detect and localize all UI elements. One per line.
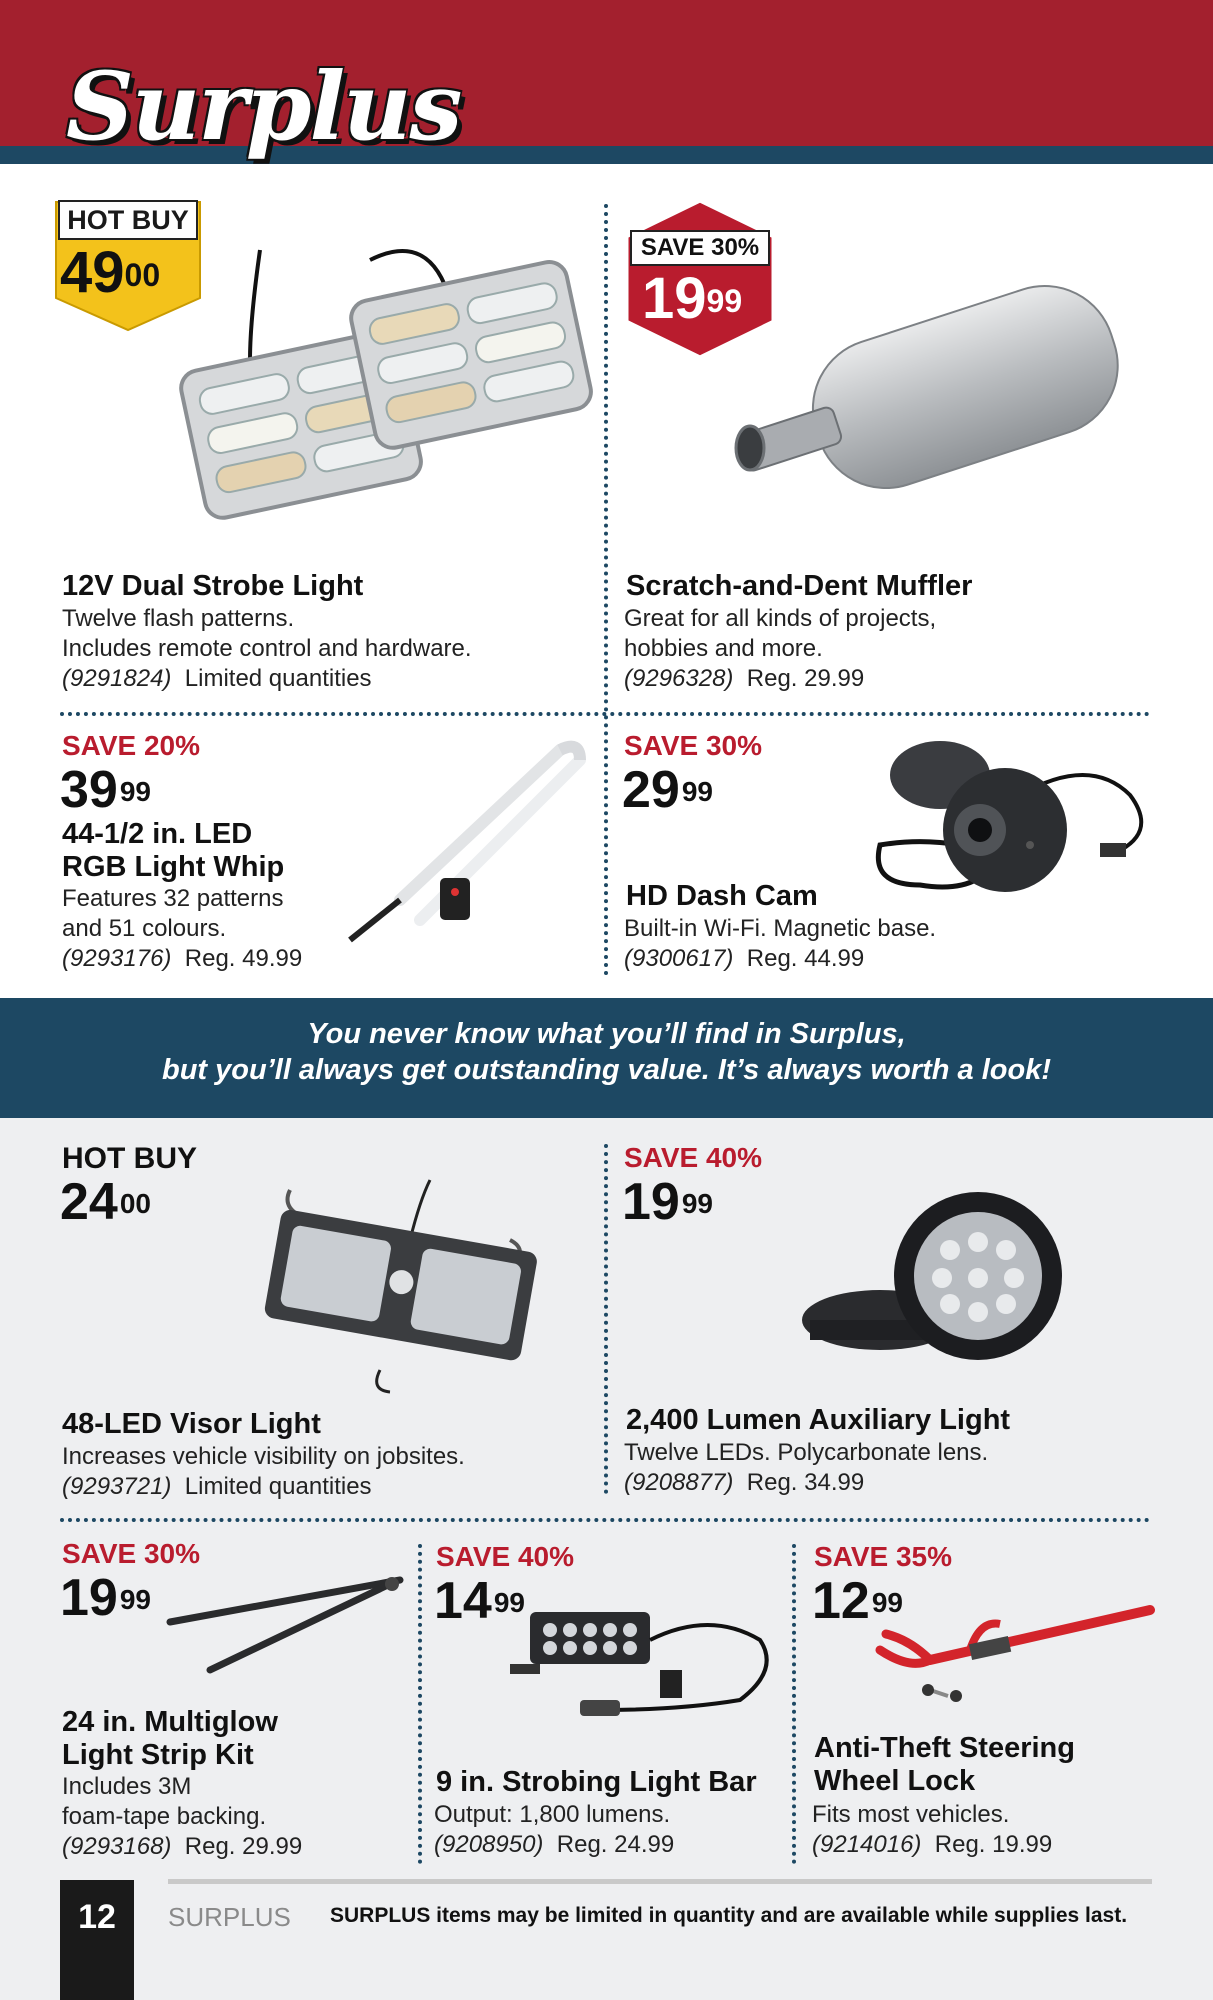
product-sku: (9296328)	[624, 665, 734, 692]
price-cents: 99	[871, 1587, 903, 1618]
price-cents: 99	[706, 283, 743, 319]
product-desc: hobbies and more.	[624, 635, 823, 662]
product-title: 9 in. Strobing Light Bar	[436, 1766, 757, 1798]
product-note: Reg. 29.99	[184, 1833, 303, 1860]
led-whip-image	[330, 730, 590, 950]
product-note: Reg. 44.99	[746, 945, 865, 972]
product-desc: Fits most vehicles.	[812, 1801, 1010, 1828]
product-title: HD Dash Cam	[626, 880, 818, 912]
divider-horizontal-bottom	[60, 1518, 1150, 1522]
product-sku-line	[434, 1830, 674, 1860]
visor-light-image	[260, 1170, 540, 1400]
price-cents: 99	[493, 1587, 525, 1618]
divider-vertical-top	[604, 204, 608, 976]
divider-vertical-middle	[604, 1144, 608, 1494]
product-desc: Twelve flash patterns.	[62, 605, 295, 632]
divider-vertical-bottom-2	[792, 1544, 796, 1864]
product-desc: foam-tape backing.	[62, 1803, 267, 1830]
price-whole: 19	[60, 1569, 118, 1627]
price-cents: 99	[119, 1584, 151, 1615]
price-whole: 12	[812, 1572, 870, 1630]
product-title: Scratch-and-Dent Muffler	[626, 570, 973, 602]
product-title: Wheel Lock	[814, 1765, 976, 1797]
product-title: 24 in. Multiglow	[62, 1706, 278, 1738]
banner-line-2: but you’ll always get outstanding value. It’s always worth a look!	[162, 1054, 1051, 1086]
surplus-logo: Surplus	[66, 52, 461, 162]
product-desc: Great for all kinds of projects,	[624, 605, 937, 632]
product-sku-line	[62, 944, 302, 974]
product-title: RGB Light Whip	[62, 851, 285, 883]
price	[60, 761, 151, 819]
product-sku-line	[62, 664, 372, 694]
product-desc: Includes remote control and hardware.	[62, 635, 472, 662]
product-sku: (9293721)	[62, 1473, 172, 1500]
product-title: 48-LED Visor Light	[62, 1408, 321, 1440]
price-whole: 39	[60, 761, 118, 819]
price-whole: 24	[60, 1173, 118, 1231]
hot-buy-label: HOT BUY	[62, 1142, 197, 1175]
product-desc: Output: 1,800 lumens.	[434, 1801, 671, 1828]
product-note: Reg. 24.99	[556, 1831, 675, 1858]
price-whole: 14	[434, 1572, 492, 1630]
price	[622, 761, 713, 819]
price-cents: 99	[119, 776, 151, 807]
price-cents: 00	[119, 1188, 151, 1219]
product-title: Light Strip Kit	[62, 1739, 254, 1771]
save-label: SAVE 20%	[62, 730, 200, 761]
footer-section-name: SURPLUS	[168, 1902, 291, 1932]
save-label: SAVE 35%	[814, 1541, 952, 1572]
divider-horizontal-top	[60, 712, 1150, 716]
price-whole: 19	[622, 1173, 680, 1231]
price-cents: 99	[681, 1188, 713, 1219]
price-whole: 29	[622, 761, 680, 819]
price-cents: 99	[681, 776, 713, 807]
page-number: 12	[78, 1898, 116, 1936]
product-sku-line	[62, 1472, 372, 1502]
product-note: Reg. 34.99	[746, 1469, 865, 1496]
divider-vertical-bottom-1	[418, 1544, 422, 1864]
product-desc: and 51 colours.	[62, 915, 227, 942]
product-desc: Increases vehicle visibility on jobsites.	[62, 1443, 465, 1470]
product-desc: Built-in Wi-Fi. Magnetic base.	[624, 915, 937, 942]
price	[60, 1569, 151, 1627]
product-sku: (9208877)	[624, 1469, 734, 1496]
product-sku: (9293168)	[62, 1833, 172, 1860]
product-desc: Features 32 patterns	[62, 885, 284, 912]
steering-wheel-lock-image	[870, 1600, 1160, 1710]
price-cents: 00	[124, 257, 161, 293]
product-sku: (9208950)	[434, 1831, 544, 1858]
save-label: SAVE 40%	[624, 1142, 762, 1173]
strobing-light-bar-image	[510, 1600, 780, 1730]
price	[622, 1173, 713, 1231]
product-title: 44-1/2 in. LED	[62, 818, 253, 850]
save-label: SAVE 30%	[624, 730, 762, 761]
product-sku: (9291824)	[62, 665, 172, 692]
save-label: SAVE 30%	[62, 1538, 200, 1569]
footer-disclaimer: SURPLUS items may be limited in quantity and are available while supplies last.	[330, 1904, 1128, 1927]
product-sku-line	[624, 1468, 864, 1498]
product-sku: (9214016)	[812, 1831, 922, 1858]
product-sku-line	[624, 664, 864, 694]
price	[60, 1173, 151, 1231]
dash-cam-image	[860, 735, 1160, 905]
badge-price	[60, 240, 161, 305]
product-sku-line	[62, 1832, 302, 1862]
product-sku-line	[624, 944, 864, 974]
product-title: 2,400 Lumen Auxiliary Light	[626, 1404, 1011, 1436]
badge-label: SAVE 30%	[630, 230, 770, 266]
product-note: Limited quantities	[184, 665, 372, 692]
product-title: Anti-Theft Steering	[814, 1732, 1075, 1764]
banner-line-1: You never know what you’ll find in Surplus,	[307, 1018, 906, 1050]
product-note: Reg. 29.99	[746, 665, 865, 692]
product-title: 12V Dual Strobe Light	[62, 570, 364, 602]
price-whole: 49	[60, 240, 125, 305]
badge-label: HOT BUY	[58, 200, 198, 240]
product-note: Reg. 19.99	[934, 1831, 1053, 1858]
product-desc: Includes 3M	[62, 1773, 192, 1800]
product-note: Reg. 49.99	[184, 945, 303, 972]
product-note: Limited quantities	[184, 1473, 372, 1500]
save-label: SAVE 40%	[436, 1541, 574, 1572]
price-whole: 19	[642, 266, 707, 331]
product-sku: (9293176)	[62, 945, 172, 972]
muffler-image	[720, 270, 1140, 510]
product-desc: Twelve LEDs. Polycarbonate lens.	[624, 1439, 989, 1466]
light-strip-image	[160, 1570, 410, 1680]
product-sku: (9300617)	[624, 945, 734, 972]
auxiliary-light-image	[800, 1190, 1080, 1390]
strobe-light-image	[150, 240, 590, 560]
product-sku-line	[812, 1830, 1052, 1860]
footer-rule	[168, 1879, 1152, 1884]
